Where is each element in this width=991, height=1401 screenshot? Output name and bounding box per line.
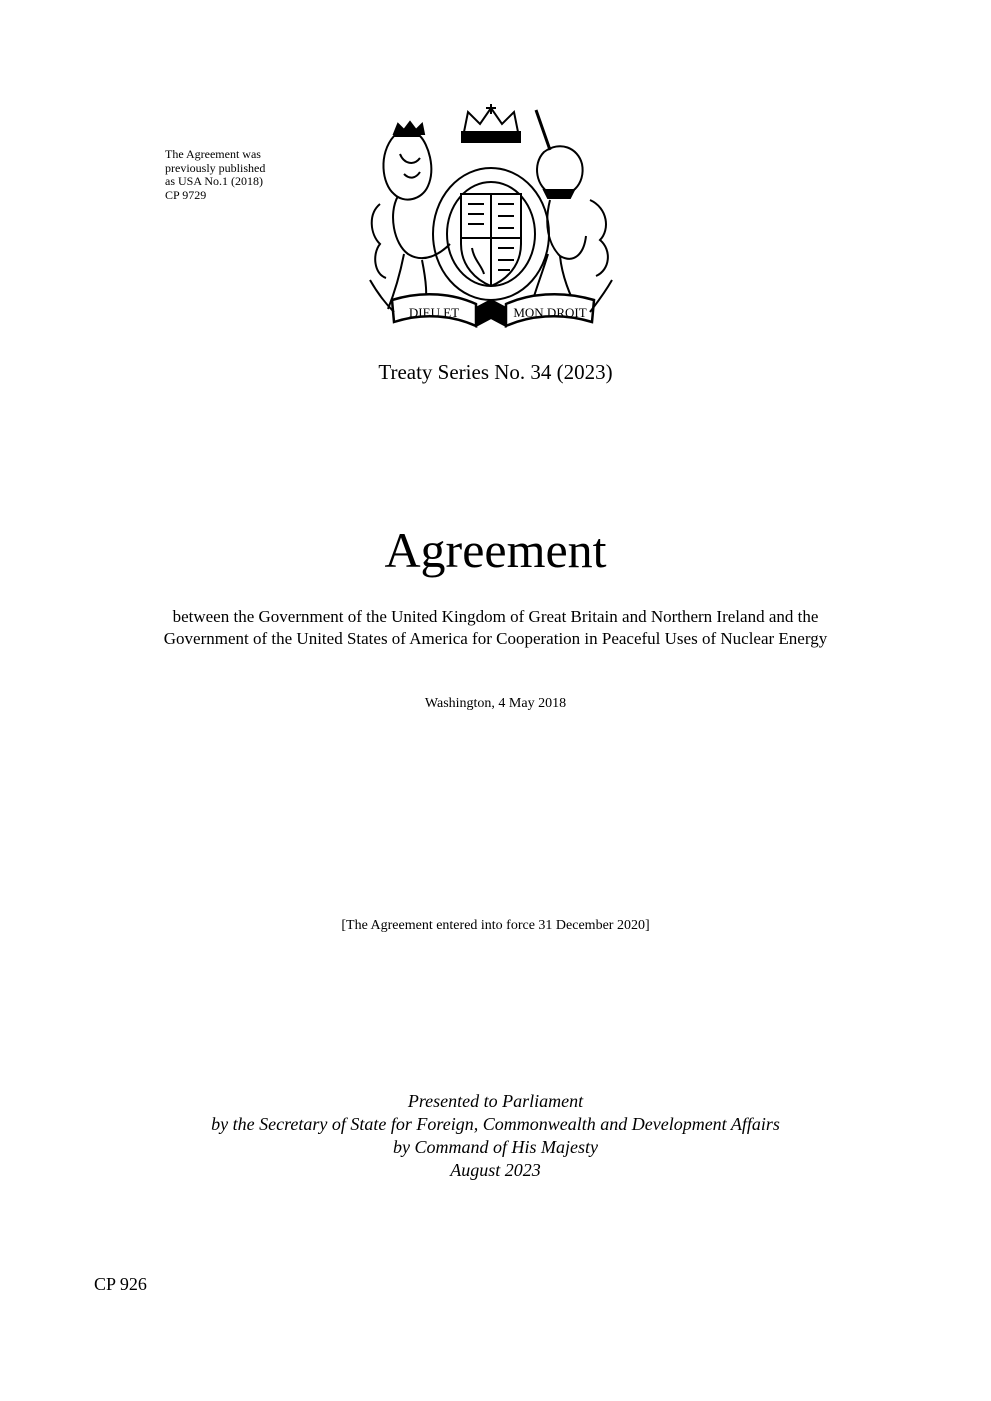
treaty-series-number: Treaty Series No. 34 (2023) <box>378 360 613 384</box>
previous-publication-note: The Agreement was previously published as USA No.1 (2018) CP 9729 <box>165 147 266 202</box>
presented-line-1: Presented to Parliament <box>407 1091 584 1111</box>
presented-line-2: by the Secretary of State for Foreign, Commonwealth and Development Affairs <box>211 1114 780 1134</box>
command-paper-number: CP 926 <box>94 1274 147 1294</box>
presented-line-4: August 2023 <box>450 1160 541 1180</box>
place-and-date: Washington, 4 May 2018 <box>424 696 567 711</box>
entry-into-force-note: [The Agreement entered into force 31 December 2020] <box>341 918 650 933</box>
royal-coat-of-arms-icon <box>364 104 618 330</box>
document-title: Agreement <box>384 522 607 578</box>
document-subtitle: between the Government of the United Kingdom of Great Britain and Northern Ireland and the Government of the United States of America for Cooperation in Peaceful Uses of Nuclear Energy <box>163 607 828 648</box>
motto-left: DIEU ET <box>408 305 460 320</box>
motto-right: MON DROIT <box>513 305 587 320</box>
presentation-statement <box>0 1090 991 1182</box>
presented-line-3: by Command of His Majesty <box>393 1137 598 1157</box>
